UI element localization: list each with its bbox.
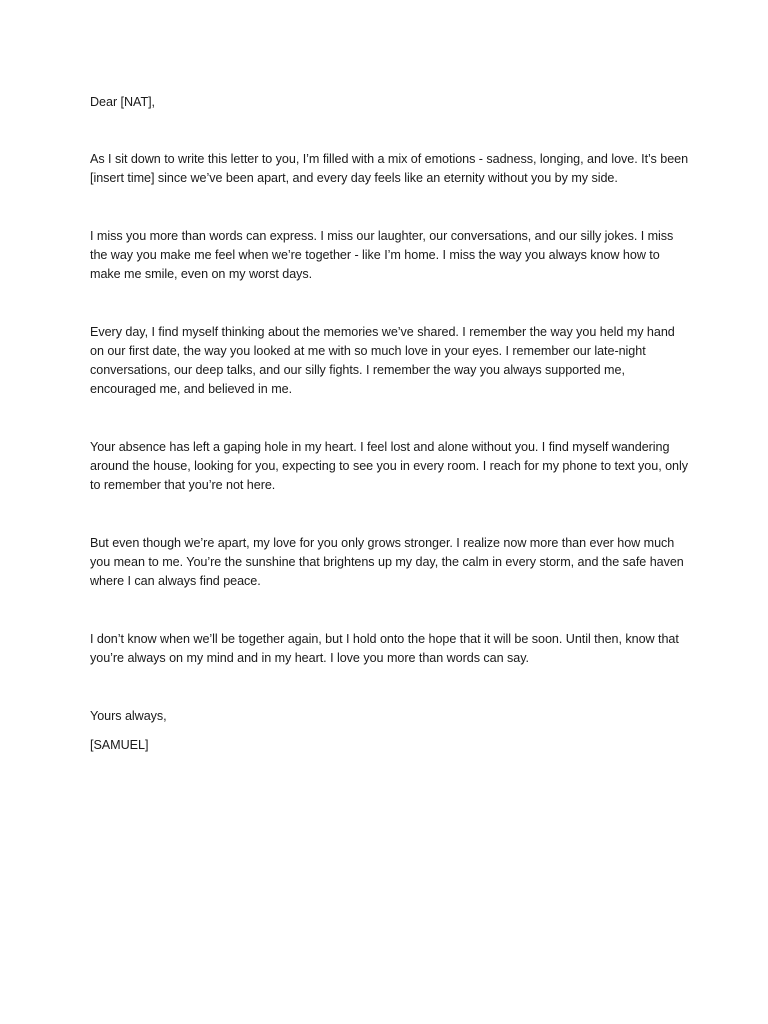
letter-paragraph-5: But even though we’re apart, my love for you only grows stronger. I realize now more than ever how much you mean to me. You’re the sunshine that brightens up my day, the calm in every storm, and the safe haven where I can always find peace.: [90, 536, 684, 588]
letter-paragraph-6: I don’t know when we’ll be together again, but I hold onto the hope that it will be soon. Until then, know that you’re always on my mind and in my heart. I love you more than words can say.: [90, 632, 679, 665]
letter-paragraph-3: Every day, I find myself thinking about the memories we’ve shared. I remember the way you held my hand on our first date, the way you looked at me with so much love in your eyes. I remember our late-night conversations, our deep talks, and our silly fights. I remember the way you always supported me, encouraged me, and believed in me.: [90, 325, 675, 396]
letter-document: [90, 93, 690, 755]
letter-paragraph-2: I miss you more than words can express. I miss our laughter, our conversations, and our silly jokes. I miss the way you make me feel when we’re together - like I’m home. I miss the way you always know how to make me smile, even on my worst days.: [90, 229, 674, 281]
letter-salutation: Dear [NAT],: [90, 95, 155, 109]
letter-closing: Yours always,: [90, 709, 167, 723]
letter-paragraph-1: As I sit down to write this letter to you, I’m filled with a mix of emotions - sadness, longing, and love. It’s been [insert time] since we’ve been apart, and every day feels like an eternity without you by my side.: [90, 152, 689, 185]
letter-signature: [SAMUEL]: [90, 738, 149, 752]
letter-paragraph-4: Your absence has left a gaping hole in my heart. I feel lost and alone without you. I find myself wandering around the house, looking for you, expecting to see you in every room. I reach for my phone to text you, only to remember that you’re not here.: [90, 440, 688, 492]
